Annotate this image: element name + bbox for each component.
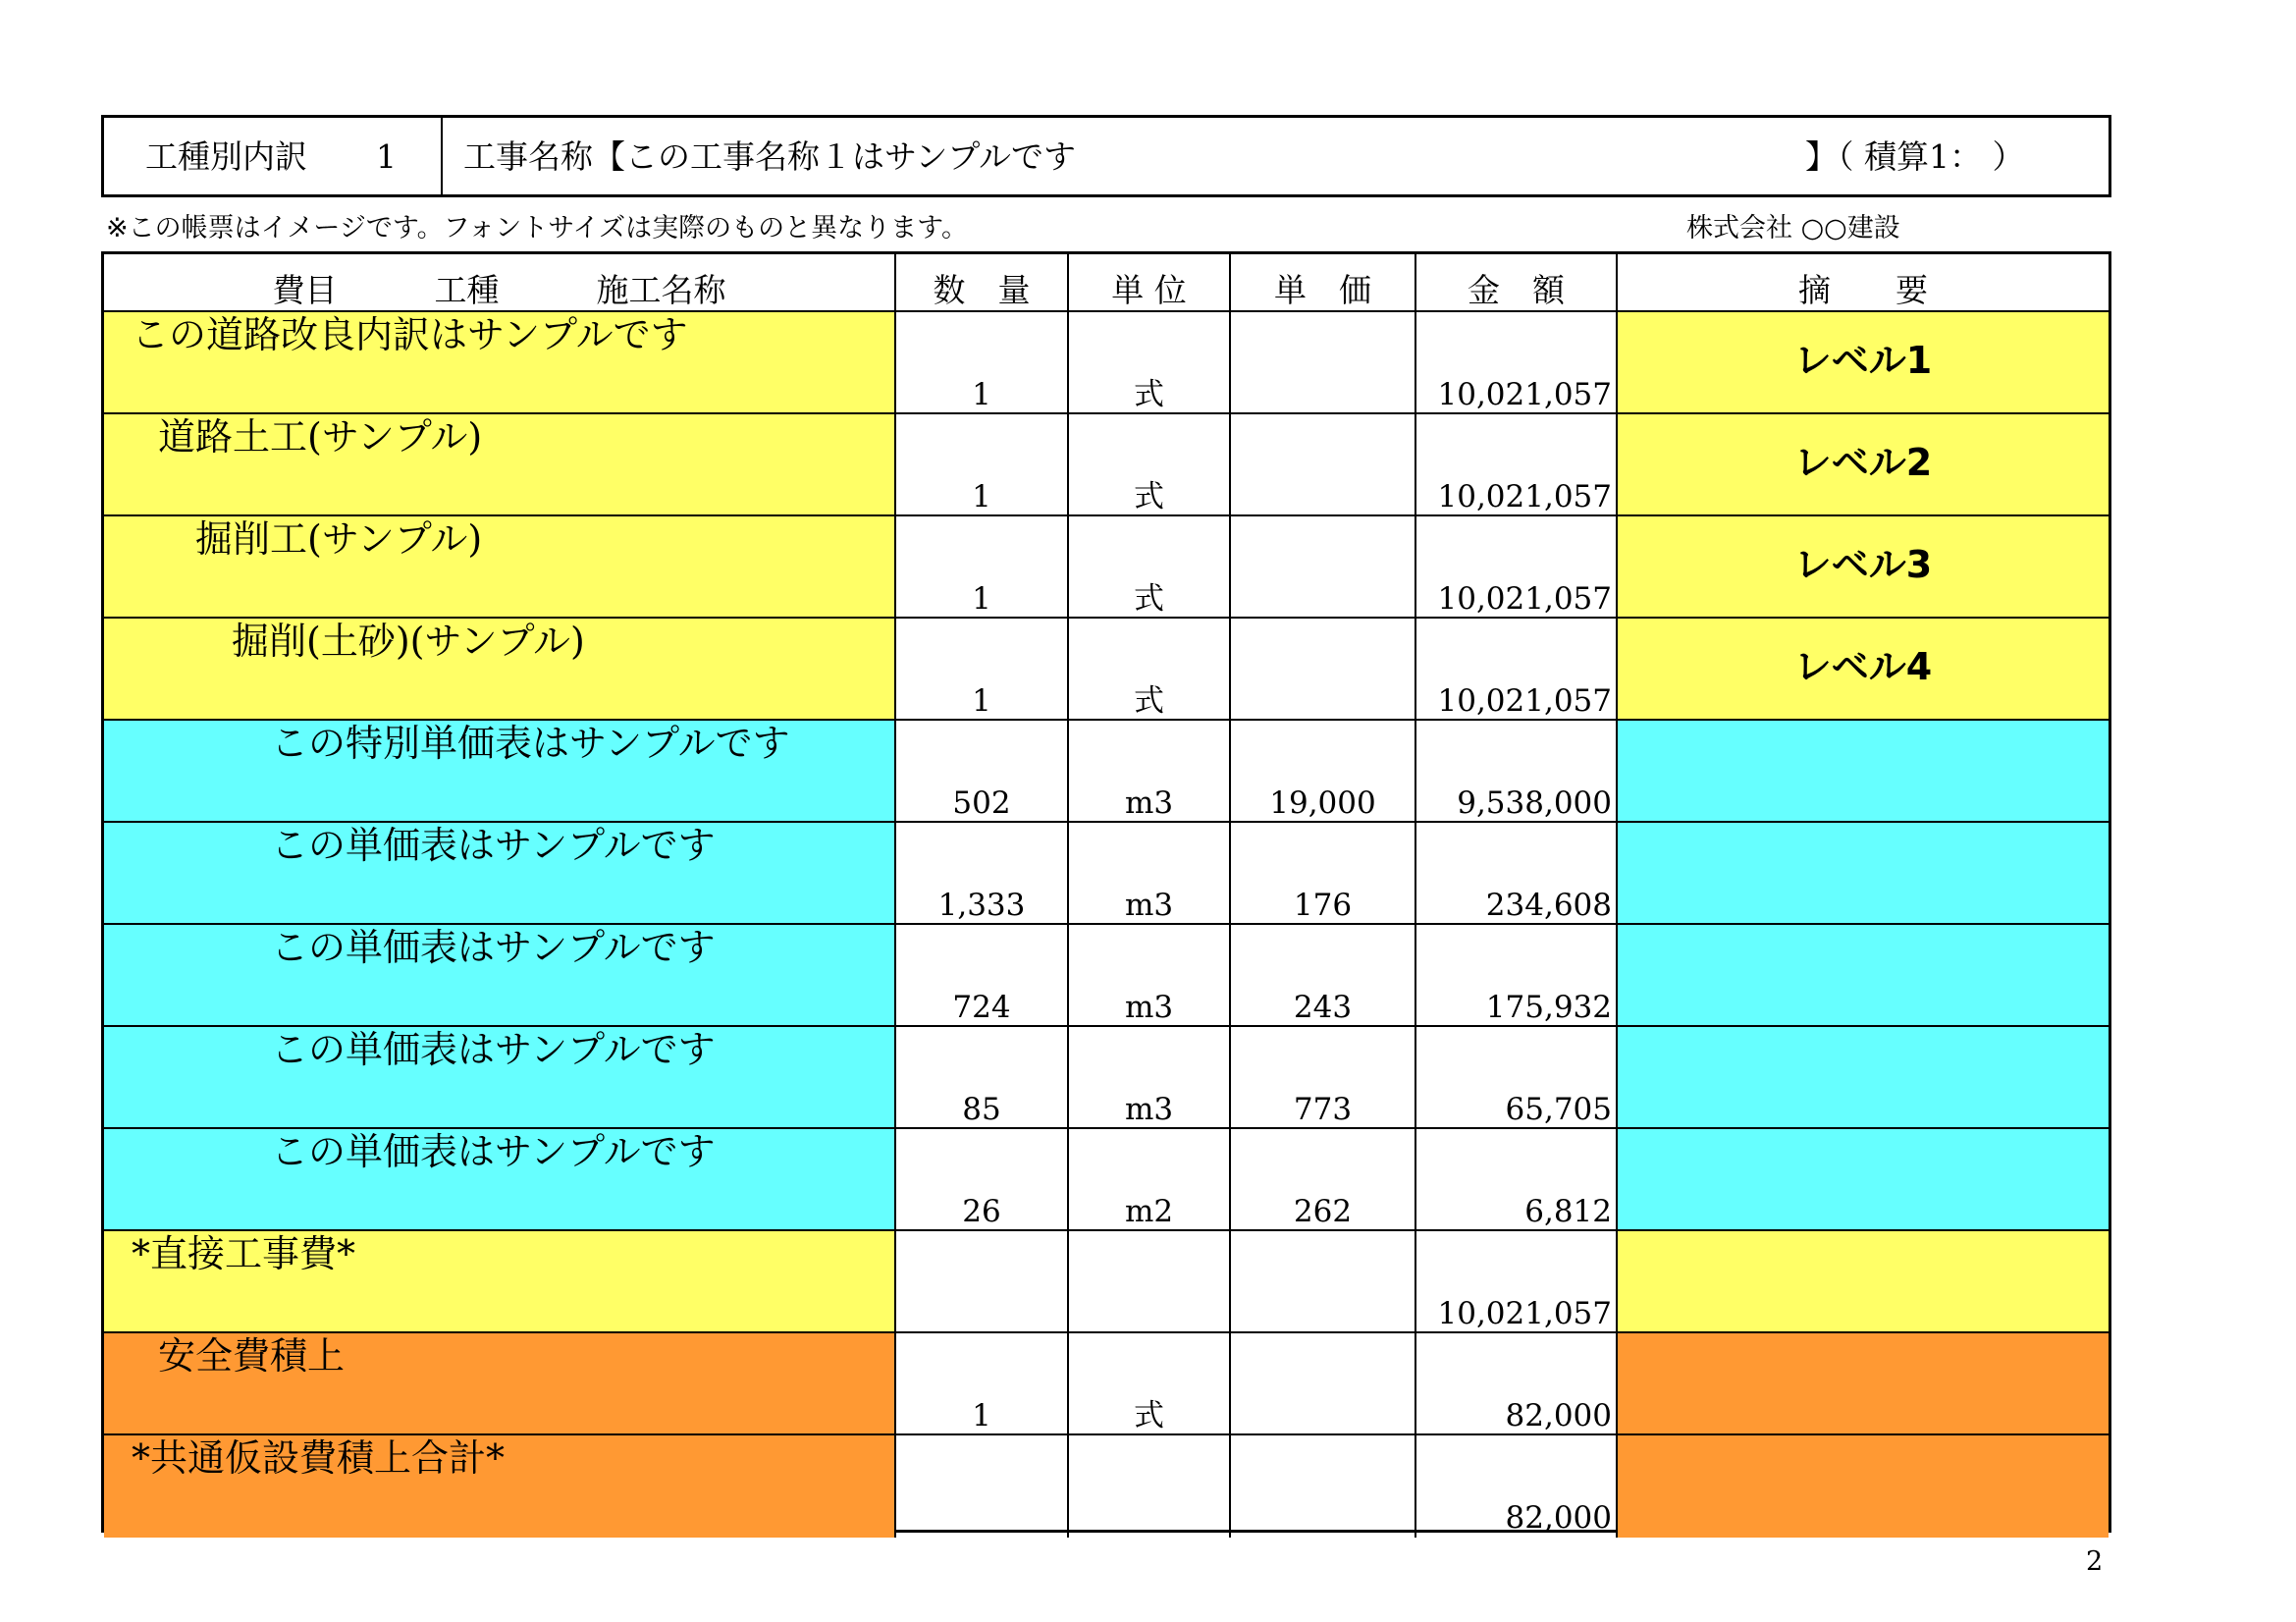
remarks-cell: レベル1: [1793, 339, 1933, 382]
estimate-label: 】（ 積算1： ）: [1805, 137, 2025, 176]
column-header-quantity: 数 量: [933, 271, 1031, 309]
amount-cell: 10,021,057: [1437, 479, 1612, 514]
table-row: [104, 1433, 2109, 1538]
quantity-cell: 1: [972, 581, 991, 617]
item-name: この単価表はサンプルです: [271, 824, 716, 867]
unit-price-cell: 262: [1293, 1194, 1353, 1229]
quantity-cell: 1: [972, 479, 991, 514]
unit-cell: m2: [1124, 1194, 1174, 1229]
item-name: この単価表はサンプルです: [271, 1130, 716, 1173]
amount-cell: 10,021,057: [1437, 581, 1612, 617]
table-row: [104, 1025, 2109, 1129]
quantity-cell: 1: [972, 377, 991, 412]
column-header-unit: 単 位: [1111, 271, 1187, 309]
column-header-unit-price: 単 価: [1274, 271, 1371, 309]
unit-price-cell: 176: [1293, 888, 1353, 923]
quantity-cell: 1,333: [937, 888, 1026, 923]
item-name: この道路改良内訳はサンプルです: [132, 313, 688, 356]
table-row: [104, 923, 2109, 1027]
company-name: 株式会社 ○○建設: [1686, 213, 1900, 243]
quantity-cell: 1: [972, 1398, 991, 1433]
column-header-amount: 金 額: [1468, 271, 1565, 309]
item-name: この特別単価表はサンプルです: [271, 722, 790, 765]
unit-cell: 式: [1134, 1398, 1164, 1433]
table-row: [104, 1331, 2109, 1435]
table-row: [104, 1229, 2109, 1333]
item-name: *共通仮設費積上合計*: [132, 1436, 506, 1480]
amount-cell: 82,000: [1505, 1500, 1612, 1536]
amount-cell: 175,932: [1485, 990, 1612, 1025]
item-name: 道路土工(サンプル): [158, 415, 483, 459]
unit-cell: m3: [1124, 888, 1174, 923]
unit-cell: 式: [1134, 479, 1164, 514]
project-name: 工事名称【この工事名称１はサンプルです: [463, 137, 1077, 176]
table-row: [104, 412, 2109, 516]
disclaimer-note: ※この帳票はイメージです。フォントサイズは実際のものと異なります。: [106, 213, 968, 243]
table-row: [104, 719, 2109, 823]
item-name: 安全費積上: [158, 1334, 346, 1378]
amount-cell: 234,608: [1485, 888, 1612, 923]
table-row: [104, 821, 2109, 925]
page-number: 2: [2086, 1546, 2104, 1577]
quantity-cell: 85: [962, 1092, 1001, 1127]
column-header-item: 費目 工種 施工名称: [272, 271, 726, 309]
breakdown-table: [101, 251, 2111, 1536]
unit-cell: m3: [1124, 785, 1174, 821]
unit-cell: m3: [1124, 1092, 1174, 1127]
column-header-remarks: 摘 要: [1798, 271, 1928, 309]
unit-cell: 式: [1134, 683, 1164, 719]
item-name: 掘削工(サンプル): [195, 517, 483, 561]
amount-cell: 65,705: [1505, 1092, 1612, 1127]
table-header-row: [104, 254, 2109, 310]
quantity-cell: 1: [972, 683, 991, 719]
table-row: [104, 514, 2109, 619]
section-number: 1: [376, 137, 397, 176]
item-name: *直接工事費*: [132, 1232, 356, 1275]
unit-cell: 式: [1134, 581, 1164, 617]
item-name: この単価表はサンプルです: [271, 926, 716, 969]
table-row: [104, 1127, 2109, 1231]
quantity-cell: 26: [962, 1194, 1001, 1229]
header-divider: [441, 118, 443, 194]
amount-cell: 10,021,057: [1437, 377, 1612, 412]
unit-cell: m3: [1124, 990, 1174, 1025]
amount-cell: 6,812: [1524, 1194, 1612, 1229]
remarks-cell: レベル4: [1793, 645, 1933, 688]
quantity-cell: 724: [952, 990, 1011, 1025]
section-label: 工種別内訳: [145, 137, 307, 176]
unit-price-cell: 19,000: [1269, 785, 1376, 821]
table-row: [104, 617, 2109, 721]
unit-cell: 式: [1134, 377, 1164, 412]
remarks-cell: レベル3: [1793, 543, 1933, 586]
amount-cell: 9,538,000: [1457, 785, 1612, 821]
table-row: [104, 310, 2109, 414]
unit-price-cell: 243: [1293, 990, 1353, 1025]
amount-cell: 82,000: [1505, 1398, 1612, 1433]
amount-cell: 10,021,057: [1437, 1296, 1612, 1331]
unit-price-cell: 773: [1293, 1092, 1353, 1127]
quantity-cell: 502: [952, 785, 1011, 821]
amount-cell: 10,021,057: [1437, 683, 1612, 719]
item-name: この単価表はサンプルです: [271, 1028, 716, 1071]
header-box: [101, 115, 2111, 197]
item-name: 掘削(土砂)(サンプル): [232, 620, 585, 663]
remarks-cell: レベル2: [1793, 441, 1933, 484]
